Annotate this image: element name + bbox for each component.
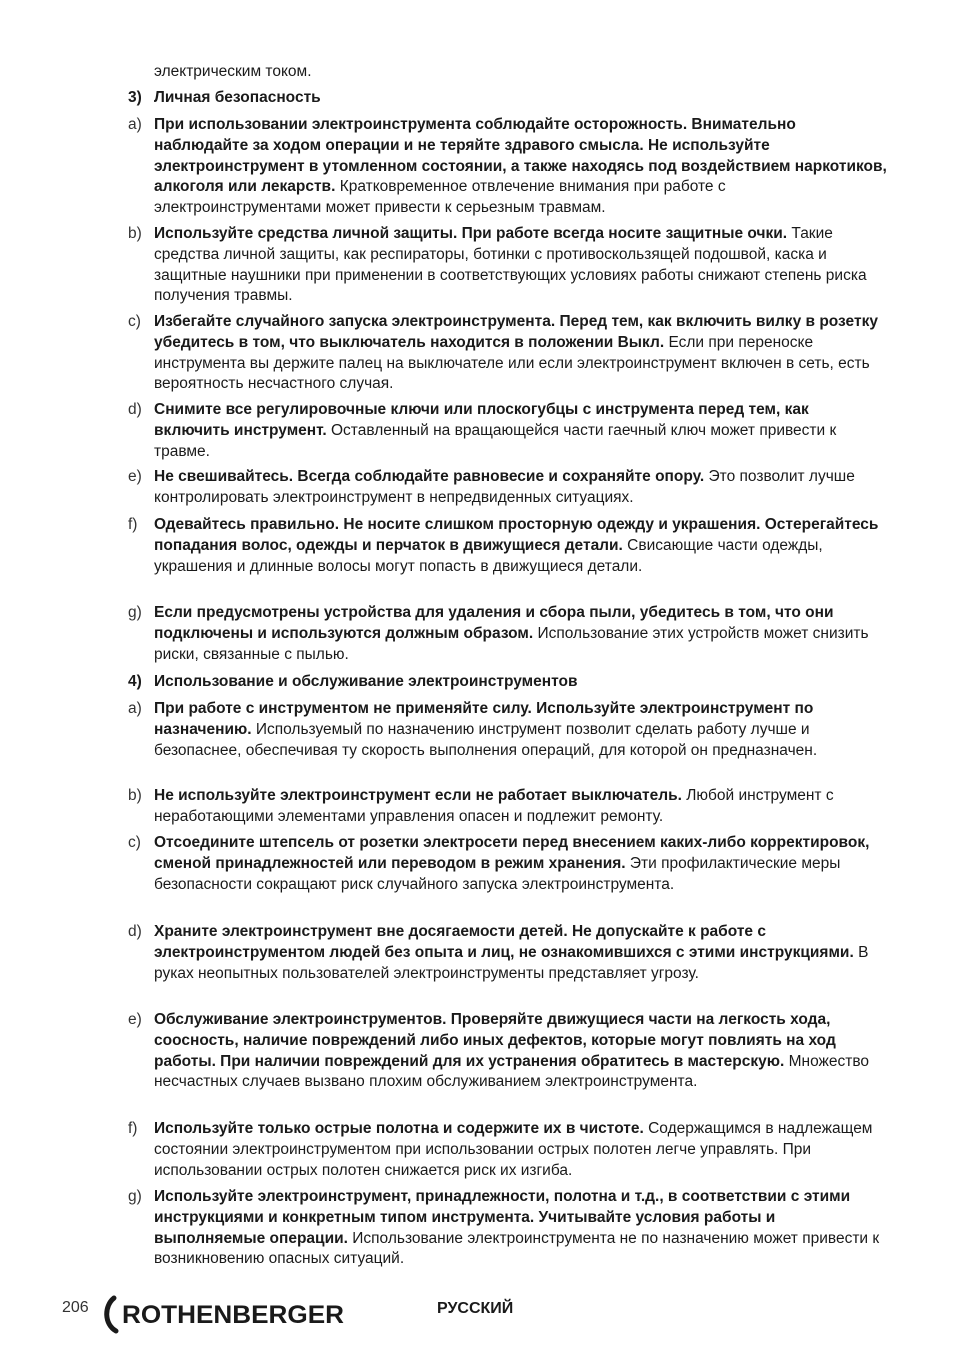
item-letter: b) — [128, 225, 142, 242]
section-4-item-d — [128, 922, 888, 984]
section-4-item-e — [128, 1010, 888, 1093]
rothenberger-logo — [100, 1294, 350, 1334]
item-letter: c) — [128, 834, 141, 851]
item-bold-text: Отсоедините штепсель от розетки электросети перед внесением каких-либо корректировок, сменой принадлежностей или переводом в режим хранения. — [154, 834, 870, 872]
item-bold-text: Храните электроинструмент вне досягаемости детей. Не допускайте к работе с электроинструментом людей без опыта и лиц, не ознакомившихся с этими инструкциями. — [154, 923, 854, 961]
item-normal-text: Использование электроинструмента не по назначению может привести к возникновению опасных ситуаций. — [154, 1229, 880, 1268]
section-3-number: 3) — [128, 89, 142, 106]
item-normal-text: Кратковременное отвлечение внимания при работе с электроинструментами может привести к серьезным травмам. — [154, 178, 726, 217]
item-bold-text: Обслуживание электроинструментов. Проверяйте движущиеся части на легкость хода, соосность, наличие повреждений либо иных дефектов, которые могут повлиять на ход работы. При наличии повреждений для их устранения обратитесь в мастерскую. — [154, 1011, 836, 1070]
item-letter: f) — [128, 516, 138, 533]
item-bold-text: Не свешивайтесь. Всегда соблюдайте равновесие и сохраняйте опору. — [154, 468, 705, 485]
section-3-item-e — [128, 467, 888, 509]
language-label: РУССКИЙ — [437, 1300, 514, 1317]
logo-hook-mark — [107, 1298, 116, 1331]
item-normal-text: Множество несчастных случаев вызвано плохим обслуживанием электроинструмента. — [154, 1052, 870, 1091]
item-bold-text: При использовании электроинструмента соблюдайте осторожность. Внимательно наблюдайте за ходом операции и не теряйте здравого смысла. Не используйте электроинструмент в утомленном состоянии, а также находясь под воздействием наркотиков, алкоголя или лекарств. — [154, 116, 887, 196]
item-letter: f) — [128, 1120, 138, 1137]
page-number: 206 — [62, 1299, 89, 1316]
item-letter: d) — [128, 923, 142, 940]
item-normal-text: Это позволит лучше контролировать электроинструмент в непредвиденных ситуациях. — [154, 468, 855, 506]
item-normal-text: В руках неопытных пользователей электроинструменты представляет угрозу. — [154, 943, 869, 982]
item-letter: g) — [128, 604, 142, 621]
section-4-heading — [128, 672, 888, 692]
section-4-item-f — [128, 1119, 888, 1181]
section-4-number: 4) — [128, 673, 142, 690]
section-3-title: Личная безопасность — [154, 89, 321, 106]
item-bold-text: Одевайтесь правильно. Не носите слишком просторную одежду и украшения. Остерегайтесь попадания волос, одежды и перчаток в движущиеся детали. — [154, 516, 879, 554]
item-bold-text: Снимите все регулировочные ключи или плоскогубцы с инструмента перед тем, как включить инструмент. — [154, 401, 809, 439]
section-4-item-c — [128, 833, 888, 895]
section-3-item-a — [128, 115, 888, 219]
section-4-item-b — [128, 786, 888, 828]
item-bold-text: Не используйте электроинструмент если не работает выключатель. — [154, 787, 682, 804]
item-normal-text: Такие средства личной защиты, как респираторы, ботинки с противоскользящей подошвой, каска и защитные наушники при применении в соответствующих условиях работы снижают степень риска получения травмы. — [154, 225, 867, 305]
section-4-item-g — [128, 1187, 888, 1270]
section-3-item-g — [128, 603, 888, 665]
section-3-item-c — [128, 312, 888, 395]
item-letter: b) — [128, 787, 142, 804]
section-3-item-d — [128, 400, 888, 462]
item-normal-text: Любой инструмент с неработающими элементами управления опасен и подлежит ремонту. — [154, 787, 834, 825]
item-bold-text: Используйте электроинструмент, принадлежности, полотна и т.д., в соответствии с этими инструкциями и конкретным типом инструмента. Учитывайте условия работы и выполняемые операции. — [154, 1188, 851, 1247]
item-letter: e) — [128, 468, 142, 485]
item-bold-text: Используйте только острые полотна и содержите их в чистоте. — [154, 1120, 644, 1137]
item-letter: e) — [128, 1011, 142, 1028]
section-3-item-f — [128, 515, 888, 577]
item-normal-text: Используемый по назначению инструмент позволит сделать работу лучше и безопаснее, обеспечивая ту скорость выполнения операций, для которой он предназначен. — [154, 720, 818, 759]
item-normal-text: Свисающие части одежды, украшения и длинные волосы могут попасть в движущиеся детали. — [154, 536, 823, 575]
logo-wordmark: ROTHENBERGER — [122, 1301, 344, 1329]
section-4-title: Использование и обслуживание электроинструментов — [154, 673, 578, 690]
item-letter: g) — [128, 1188, 142, 1205]
section-3-heading — [128, 88, 888, 108]
item-letter: c) — [128, 313, 141, 330]
item-letter: d) — [128, 401, 142, 418]
item-normal-text: Использование этих устройств может снизить риски, связанные с пылью. — [154, 624, 869, 663]
intro-continuation-text: электрическим током. — [154, 63, 312, 80]
item-bold-text: Избегайте случайного запуска электроинструмента. Перед тем, как включить вилку в розетку убедитесь в том, что выключатель находится в положении Выкл. — [154, 313, 878, 351]
item-letter: a) — [128, 116, 142, 133]
item-normal-text: Содержащимся в надлежащем состоянии электроинструментом при использовании острых полотен легче управлять. При использовании острых полотен снижается риск их изгиба. — [154, 1120, 873, 1179]
item-bold-text: При работе с инструментом не применяйте силу. Используйте электроинструмент по назначению. — [154, 700, 814, 738]
item-bold-text: Используйте средства личной защиты. При работе всегда носите защитные очки. — [154, 225, 788, 242]
item-bold-text: Если предусмотрены устройства для удаления и сбора пыли, убедитесь в том, что они подключены и используются должным образом. — [154, 604, 834, 642]
item-normal-text: Если при переноске инструмента вы держите палец на выключателе или если электроинструмент включен в сеть, есть вероятность несчастного случая. — [154, 333, 870, 393]
item-letter: a) — [128, 700, 142, 717]
section-3-item-b — [128, 224, 888, 307]
section-4-item-a — [128, 699, 888, 761]
item-normal-text: Оставленный на вращающейся части гаечный ключ может привести к травме. — [154, 421, 837, 460]
item-normal-text: Эти профилактические меры безопасности сокращают риск случайного запуска электроинструмента. — [154, 854, 841, 893]
